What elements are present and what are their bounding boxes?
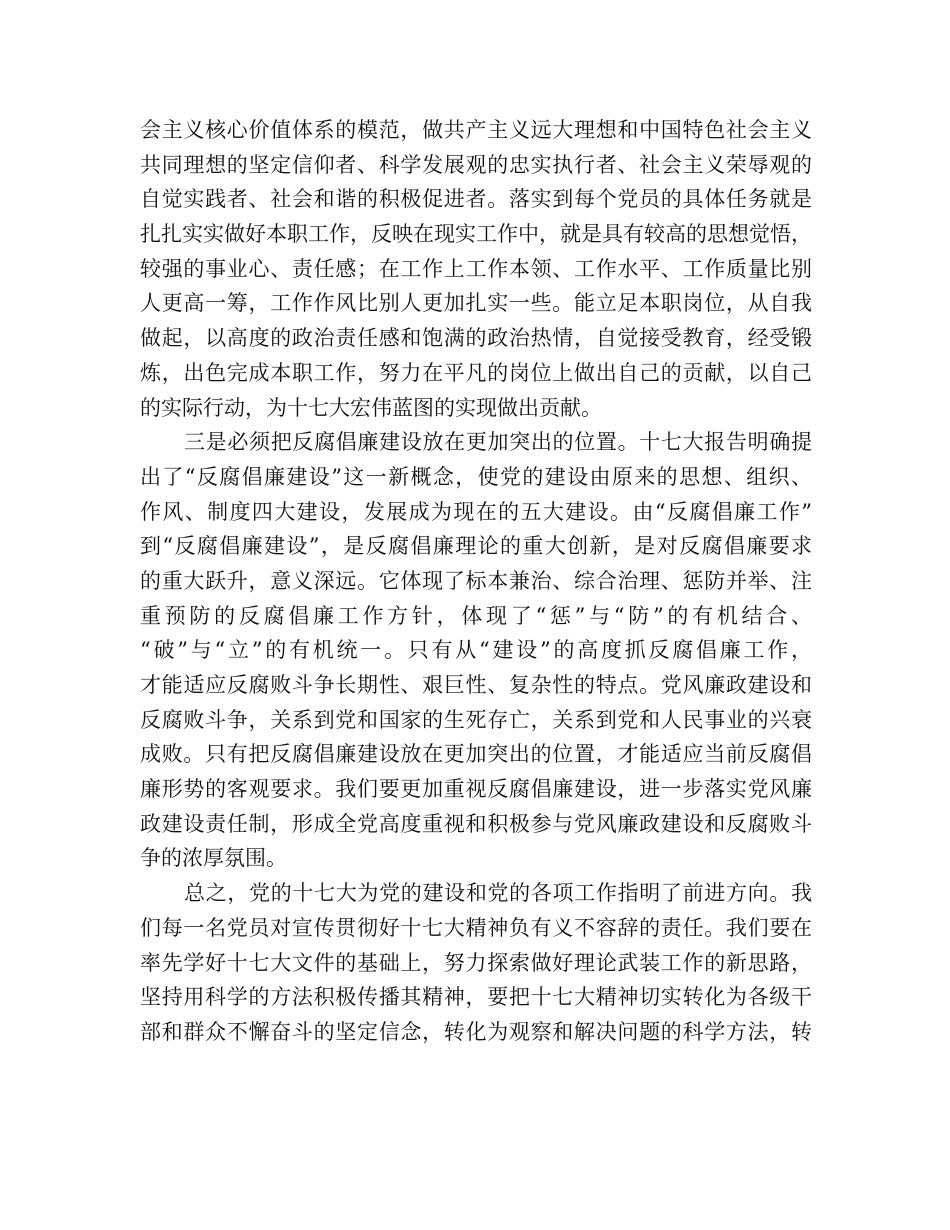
text-line: 反腐败斗争，关系到党和国家的生死存亡，关系到党和人民事业的兴衰 xyxy=(140,707,812,732)
paragraph-1 xyxy=(140,113,812,425)
text-line: 坚持用科学的方法积极传播其精神，要把十七大精神切实转化为各级干 xyxy=(140,985,812,1010)
paragraph-3 xyxy=(140,876,812,1049)
text-line: 共同理想的坚定信仰者、科学发展观的忠实执行者、社会主义荣辱观的 xyxy=(140,152,812,177)
text-line: 们每一名党员对宣传贯彻好十七大精神负有义不容辞的责任。我们要在 xyxy=(140,915,812,940)
text-line: 扎扎实实做好本职工作，反映在现实工作中，就是具有较高的思想觉悟， xyxy=(140,222,812,247)
text-line: 人更高一筹，工作作风比别人更加扎实一些。能立足本职岗位，从自我 xyxy=(140,291,812,316)
text-line: 到“反腐倡廉建设”，是反腐倡廉理论的重大创新，是对反腐倡廉要求 xyxy=(140,534,812,559)
text-line: 出了“反腐倡廉建设”这一新概念，使党的建设由原来的思想、组织、 xyxy=(140,464,812,489)
text-line: 率先学好十七大文件的基础上，努力探索做好理论武装工作的新思路， xyxy=(140,950,812,975)
text-line: 的重大跃升，意义深远。它体现了标本兼治、综合治理、惩防并举、注 xyxy=(140,568,812,593)
text-line: 会主义核心价值体系的模范，做共产主义远大理想和中国特色社会主义 xyxy=(140,118,812,142)
text-line: 总之，党的十七大为党的建设和党的各项工作指明了前进方向。我 xyxy=(184,881,812,906)
document-page xyxy=(140,113,812,1050)
text-line: “破”与“立”的有机统一。只有从“建设”的高度抓反腐倡廉工作， xyxy=(140,638,812,663)
paragraph-2 xyxy=(140,425,812,876)
text-line: 三是必须把反腐倡廉建设放在更加突出的位置。十七大报告明确提 xyxy=(184,430,812,455)
text-line: 成败。只有把反腐倡廉建设放在更加突出的位置，才能适应当前反腐倡 xyxy=(140,742,812,767)
text-line: 炼，出色完成本职工作，努力在平凡的岗位上做出自己的贡献，以自己 xyxy=(140,360,812,385)
text-line: 作风、制度四大建设，发展成为现在的五大建设。由“反腐倡廉工作” xyxy=(140,499,812,524)
text-line: 才能适应反腐败斗争长期性、艰巨性、复杂性的特点。党风廉政建设和 xyxy=(140,673,812,697)
text-line: 自觉实践者、社会和谐的积极促进者。落实到每个党员的具体任务就是 xyxy=(140,187,812,212)
text-line: 部和群众不懈奋斗的坚定信念，转化为观察和解决问题的科学方法，转 xyxy=(140,1019,812,1044)
text-line: 廉形势的客观要求。我们要更加重视反腐倡廉建设，进一步落实党风廉 xyxy=(140,777,812,802)
text-line: 重预防的反腐倡廉工作方针，体现了“惩”与“防”的有机结合、 xyxy=(140,603,812,628)
text-line: 较强的事业心、责任感；在工作上工作本领、工作水平、工作质量比别 xyxy=(140,256,812,281)
text-line: 争的浓厚氛围。 xyxy=(140,846,287,871)
text-line: 做起，以高度的政治责任感和饱满的政治热情，自觉接受教育，经受锻 xyxy=(140,326,812,351)
text-line: 的实际行动，为十七大宏伟蓝图的实现做出贡献。 xyxy=(140,395,602,420)
text-line: 政建设责任制，形成全党高度重视和积极参与党风廉政建设和反腐败斗 xyxy=(140,811,812,836)
